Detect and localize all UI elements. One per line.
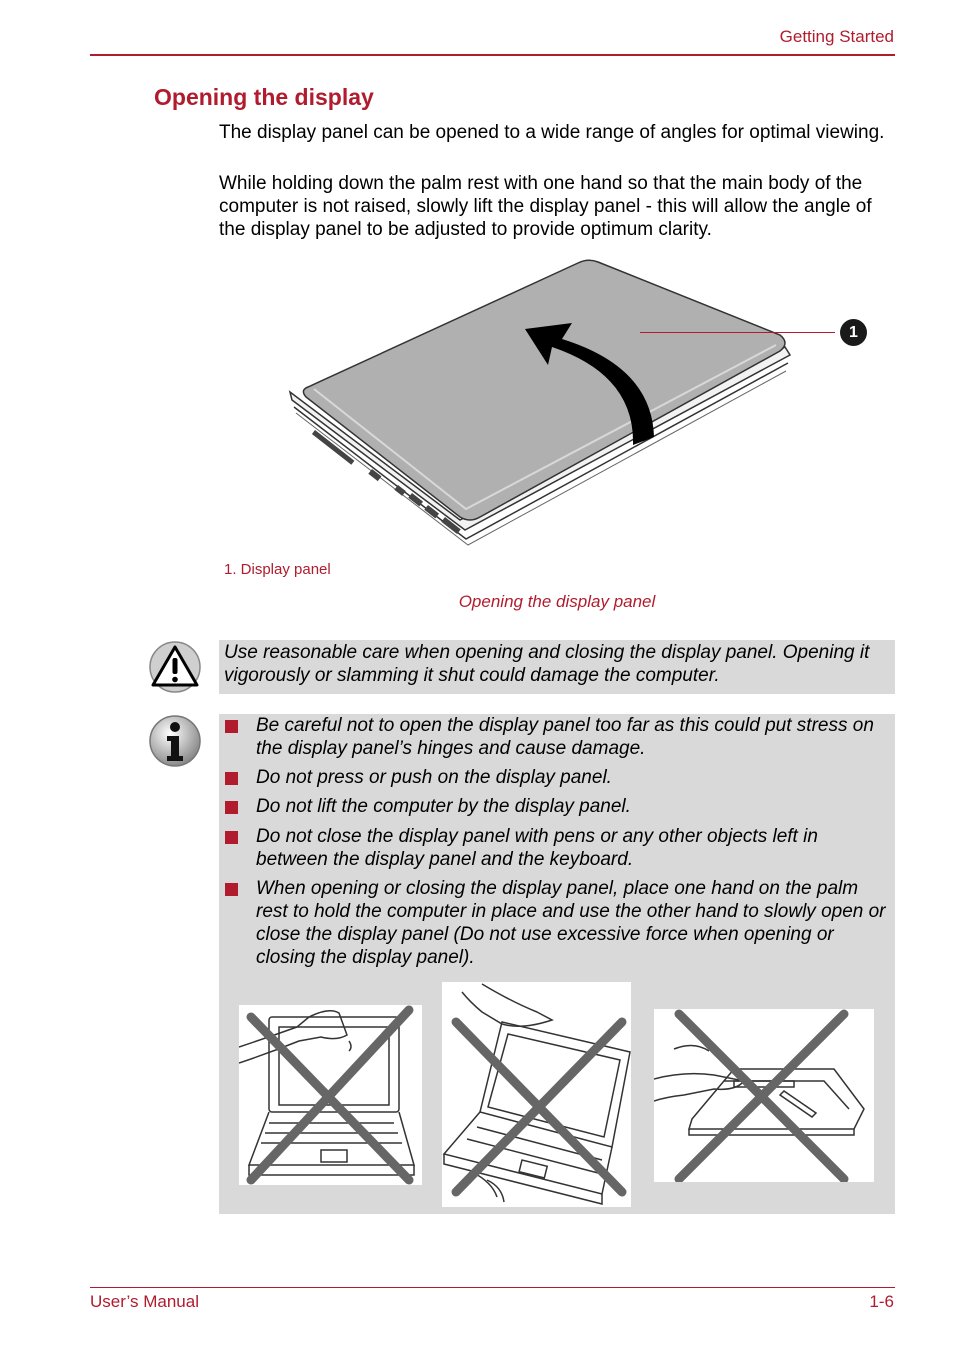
list-item: Do not press or push on the display panel. [256,767,612,788]
paragraph-2: While holding down the palm rest with one hand so that the main body of the computer is not raised, slowly lift the display panel - this will allow the angle of the display panel to be adjusted to provide optimum clarity. [219,173,872,240]
header-rule [90,54,895,56]
callout-badge: 1 [840,319,867,346]
warning-box [219,640,895,694]
bullet-marker [225,720,238,733]
header-title: Getting Started [779,27,894,46]
paragraph-1: The display panel can be opened to a wide range of angles for optimal viewing. [219,122,885,143]
illustration-pressing-display [239,1005,422,1185]
warning-icon [148,640,202,694]
bullet-marker [225,883,238,896]
figure-legend: 1. Display panel [224,561,331,578]
callout-leader-line [640,332,835,333]
bullet-marker [225,772,238,785]
footer-rule [90,1287,895,1288]
footer-manual-title: User’s Manual [90,1292,199,1311]
list-item: Be careful not to open the display panel too far as this could put stress on the display panel’s hinges and cause damage. [256,715,874,759]
warning-text: Use reasonable care when opening and closing the display panel. Opening it vigorously or slamming it shut could damage the computer. [224,642,870,686]
figure-caption: Opening the display panel [458,592,656,611]
laptop-opening-illustration [280,255,800,550]
bullet-marker [225,801,238,814]
list-item: Do not close the display panel with pens or any other objects left in between the display panel and the keyboard. [256,826,818,870]
info-box [219,714,895,1214]
footer-page-number: 1-6 [869,1292,894,1311]
illustration-lifting-by-display [442,982,631,1207]
list-item: When opening or closing the display panel, place one hand on the palm rest to hold the computer in place and use the other hand to slowly open or close the display panel (Do not use excessive force when opening or closing the display panel). [256,878,886,968]
illustration-closing-with-pen [654,1009,874,1182]
section-heading: Opening the display [154,84,374,110]
info-icon [148,714,202,768]
list-item: Do not lift the computer by the display panel. [256,796,631,817]
bullet-marker [225,831,238,844]
